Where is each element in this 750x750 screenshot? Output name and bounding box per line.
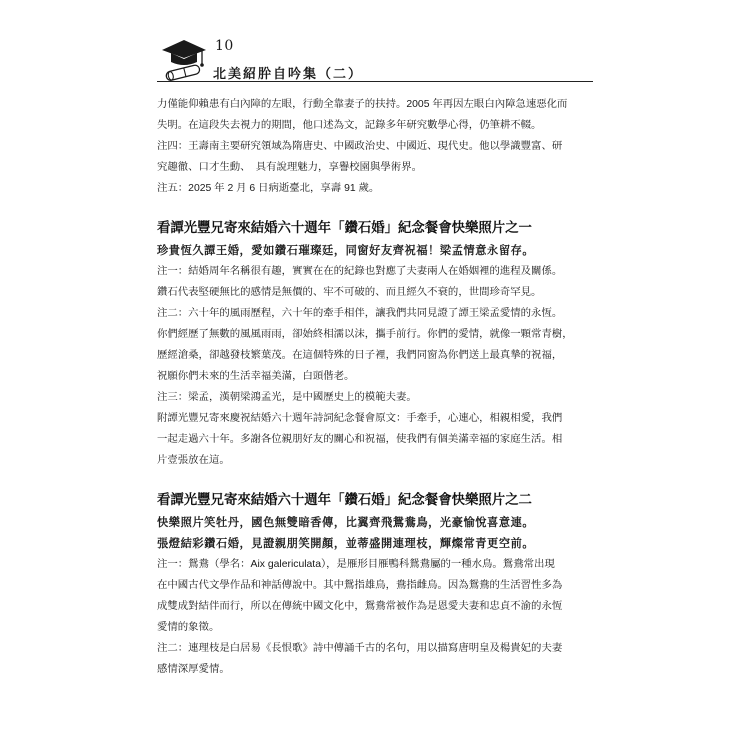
text-line: 愛情的象徵。 [157, 622, 220, 633]
page-content [157, 94, 587, 680]
section-gap [157, 199, 587, 215]
text-line: 注三：梁孟，漢朝梁鴻孟光，是中國歷史上的模範夫妻。 [157, 392, 417, 403]
section-2 [157, 490, 587, 680]
text-line: 在中國古代文學作品和神話傳說中。其中鴛指雄鳥，鴦指雌鳥。因為鴛鴦的生活習性多為 [157, 580, 563, 591]
text-line: 你們經歷了無數的風風雨雨，卻始終相濡以沫，攜手前行。你們的愛情，就像一顆常青樹， [157, 329, 573, 340]
text-line: 注一：結婚周年名稱很有趣，實實在在的紀錄也對應了夫妻兩人在婚姻裡的進程及關係。 [157, 266, 563, 277]
poem-line: 張燈結彩鑽石婚，見證親朋笑開顏，並蒂盛開連理枝，輝燦常青更空前。 [157, 536, 535, 550]
text-line: 注四：王壽南主要研究領域為隋唐史、中國政治史、中國近、現代史。他以學識豐富、研 [157, 141, 563, 152]
text-line: 祝願你們未來的生活幸福美滿，白頭偕老。 [157, 371, 355, 382]
text-line: 成雙成對結伴而行，所以在傳統中國文化中，鴛鴦常被作為是恩愛夫妻和忠貞不渝的永恆 [157, 601, 563, 612]
text-line: 究趣徹、口才生動、 具有說理魅力，享譽校園與學術界。 [157, 162, 422, 173]
text-line: 一起走過六十年。多謝各位親朋好友的關心和祝福，使我們有個美滿幸福的家庭生活。相 [157, 434, 563, 445]
intro-notes [157, 94, 587, 199]
section-gap [157, 471, 587, 487]
text-line: 鑽石代表堅硬無比的感情是無價的、牢不可破的、而且經久不衰的，世間珍奇罕見。 [157, 287, 542, 298]
text-line: 注五：2025 年 2 月 6 日病逝臺北，享壽 91 歲。 [157, 183, 380, 194]
graduation-cap-diploma-icon [158, 33, 210, 83]
text-line: 附譚光豐兄寄來慶祝結婚六十週年詩詞紀念餐會原文：手牽手，心連心，相親相愛，我們 [157, 413, 563, 424]
book-title: 北美紹肸自吟集（二） [213, 67, 364, 82]
text-line: 感情深厚愛情。 [157, 664, 230, 675]
text-line: 失明。在這段失去視力的期間，他口述為文，記錄多年研究數學心得，仍筆耕不輟。 [157, 120, 542, 131]
text-line: 力僅能仰賴患有白內障的左眼，行動全靠妻子的扶持。2005 年再因左眼白內障急速惡化而 [157, 99, 568, 110]
header-rule [157, 81, 593, 82]
page-number: 10 [215, 38, 234, 54]
text-line: 片壹張放在這。 [157, 455, 230, 466]
poem-line: 快樂照片笑牡丹，國色無雙暗香傳，比翼齊飛鴛鴦鳥，光豪愉悅喜意連。 [157, 515, 535, 529]
text-line: 歷經滄桑，卻越發枝繁葉茂。在這個特殊的日子裡，我們同窗為你們送上最真摯的祝福， [157, 350, 563, 361]
section-1 [157, 218, 587, 471]
text-line: 注二：六十年的風雨歷程，六十年的牽手相伴，讓我們共同見證了譚王梁孟愛情的永恆。 [157, 308, 563, 319]
text-line: 注二：連理枝是白居易《長恨歌》詩中傳誦千古的名句，用以描寫唐明皇及楊貴妃的夫妻 [157, 643, 563, 654]
text-line: 注一：鴛鴦（學名：Aix galericulata），是雁形目雁鴨科鴛鴦屬的一種水鳥。鴛鴦常出現 [157, 559, 555, 570]
section-heading: 看譚光豐兄寄來結婚六十週年「鑽石婚」紀念餐會快樂照片之二 [157, 493, 532, 508]
poem-line: 珍貴恆久譚王婚，愛如鑽石璀璨廷，同窗好友齊祝福！梁孟情意永留存。 [157, 243, 535, 257]
section-heading: 看譚光豐兄寄來結婚六十週年「鑽石婚」紀念餐會快樂照片之一 [157, 221, 532, 236]
